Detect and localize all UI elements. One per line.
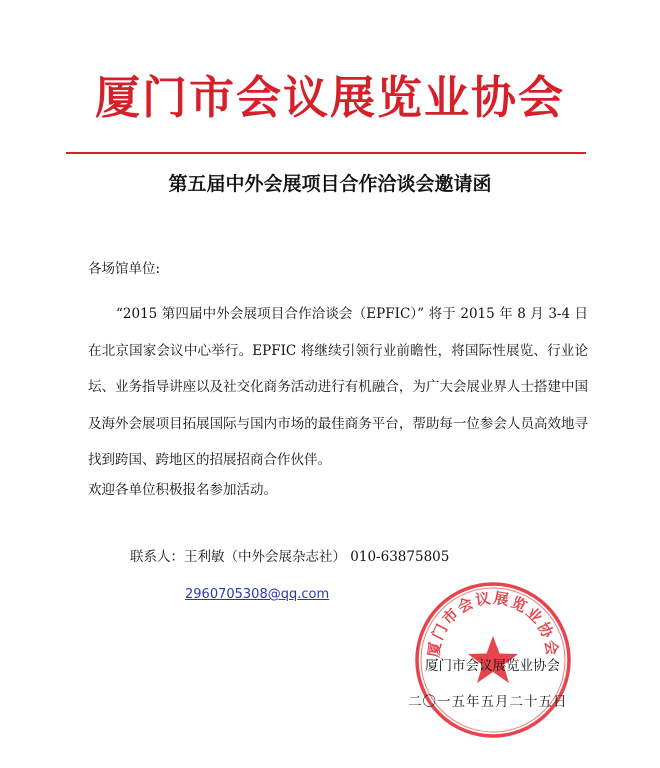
body-paragraph: “2015 第四届中外会展项目合作洽谈会（EPFIC）” 将于 2015 年 8 月 3-4 日在北京国家会议中心举行。EPFIC 将继续引领行业前瞻性，将国际性展览、行业论坛、业务指导讲座以及社交化商务活动进行有机融合，为广大会展业界人士搭建中国及海外会展项目拓展国际与国内市场的最佳商务平台，帮助每一位参会人员高效地寻找到跨国、跨地区的招展招商合作伙伴。 [88, 306, 588, 468]
letterhead-rule [66, 152, 586, 154]
contact-email-link[interactable]: 2960705308@qq.com [185, 587, 330, 602]
contact-line: 联系人：王利敏（中外会展杂志社） 010-63875805 [130, 549, 450, 565]
seal-org-text: 厦门市会议展览业协会 [424, 588, 562, 659]
signature-org: 厦门市会议展览业协会 [425, 658, 560, 674]
salutation: 各场馆单位: [88, 261, 161, 277]
signature-date: 二〇一五年五月二十五日 [408, 694, 568, 710]
document-title: 第五届中外会展项目合作洽谈会邀请函 [168, 173, 492, 195]
closing-line: 欢迎各单位积极报名参加活动。 [88, 482, 277, 498]
letterhead-org-name: 厦门市会议展览业协会 [94, 71, 565, 124]
